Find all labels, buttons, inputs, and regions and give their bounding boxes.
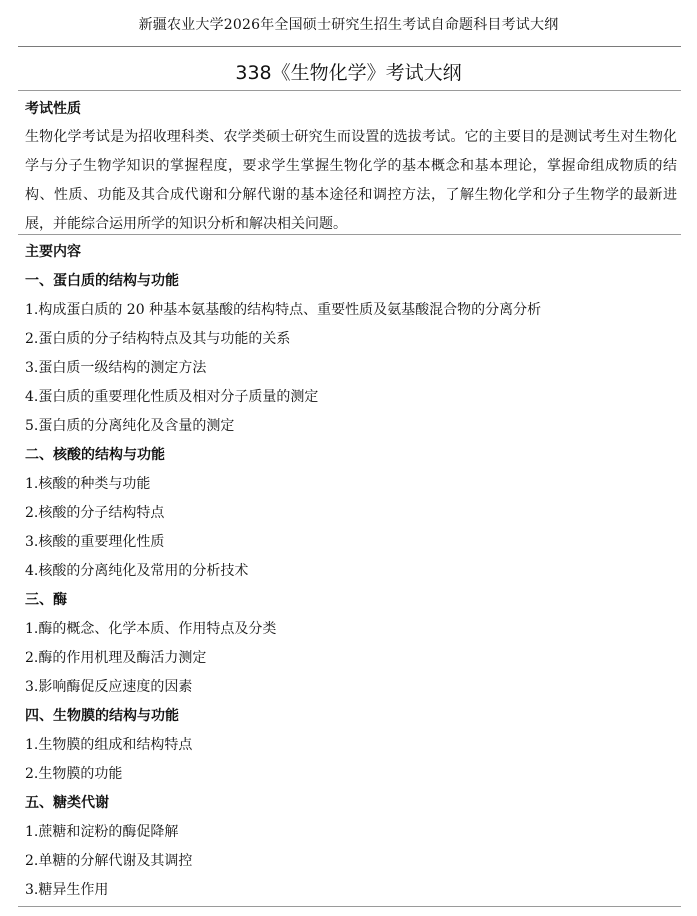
content-item: 2.单糖的分解代谢及其调控: [25, 853, 193, 869]
header-divider: [18, 46, 681, 47]
content-item: 2.蛋白质的分子结构特点及其与功能的关系: [25, 331, 291, 347]
content-item: 3.影响酶促反应速度的因素: [25, 679, 193, 695]
content-item: 5.蛋白质的分离纯化及含量的测定: [25, 418, 235, 434]
subsection-heading: 四、生物膜的结构与功能: [25, 708, 179, 724]
content-item: 2.酶的作用机理及酶活力测定: [25, 650, 207, 666]
exam-nature-heading: 考试性质: [25, 101, 81, 117]
content-item: 3.核酸的重要理化性质: [25, 534, 165, 550]
main-content-heading: 主要内容: [25, 244, 81, 260]
subsection-heading: 五、糖类代谢: [25, 795, 109, 811]
content-item: 1.生物膜的组成和结构特点: [25, 737, 193, 753]
content-item: 2.生物膜的功能: [25, 766, 123, 782]
exam-nature-paragraph: 生物化学考试是为招收理科类、农学类硕士研究生而设置的选拔考试。它的主要目的是测试考生对生物化学与分子生物学知识的掌握程度，要求学生掌握生物化学的基本概念和基本理论，掌握命组成物质的结构、性质、功能及其合成代谢和分解代谢的基本途径和调控方法，了解生物化学和分子生物学的最新进展，并能综合运用所学的知识分析和解决相关问题。: [25, 129, 677, 232]
content-item: 1.核酸的种类与功能: [25, 476, 151, 492]
content-item: 3.糖异生作用: [25, 882, 109, 898]
content-item: 4.蛋白质的重要理化性质及相对分子质量的测定: [25, 389, 319, 405]
content-item: 2.核酸的分子结构特点: [25, 505, 165, 521]
subsection-heading: 二、核酸的结构与功能: [25, 447, 165, 463]
content-item: 1.蔗糖和淀粉的酶促降解: [25, 824, 179, 840]
page-title: 338《生物化学》考试大纲: [235, 62, 462, 84]
subsection-heading: 一、蛋白质的结构与功能: [25, 273, 179, 289]
main-content-section: [18, 235, 681, 907]
subsection-heading: 三、酶: [25, 592, 67, 608]
document-header: 新疆农业大学2026年全国硕士研究生招生考试自命题科目考试大纲: [138, 17, 559, 33]
content-item: 4.核酸的分离纯化及常用的分析技术: [25, 563, 249, 579]
content-item: 1.构成蛋白质的 20 种基本氨基酸的结构特点、重要性质及氨基酸混合物的分离分析: [25, 302, 542, 318]
exam-nature-section: [18, 90, 681, 235]
content-item: 1.酶的概念、化学本质、作用特点及分类: [25, 621, 277, 637]
content-item: 3.蛋白质一级结构的测定方法: [25, 360, 207, 376]
